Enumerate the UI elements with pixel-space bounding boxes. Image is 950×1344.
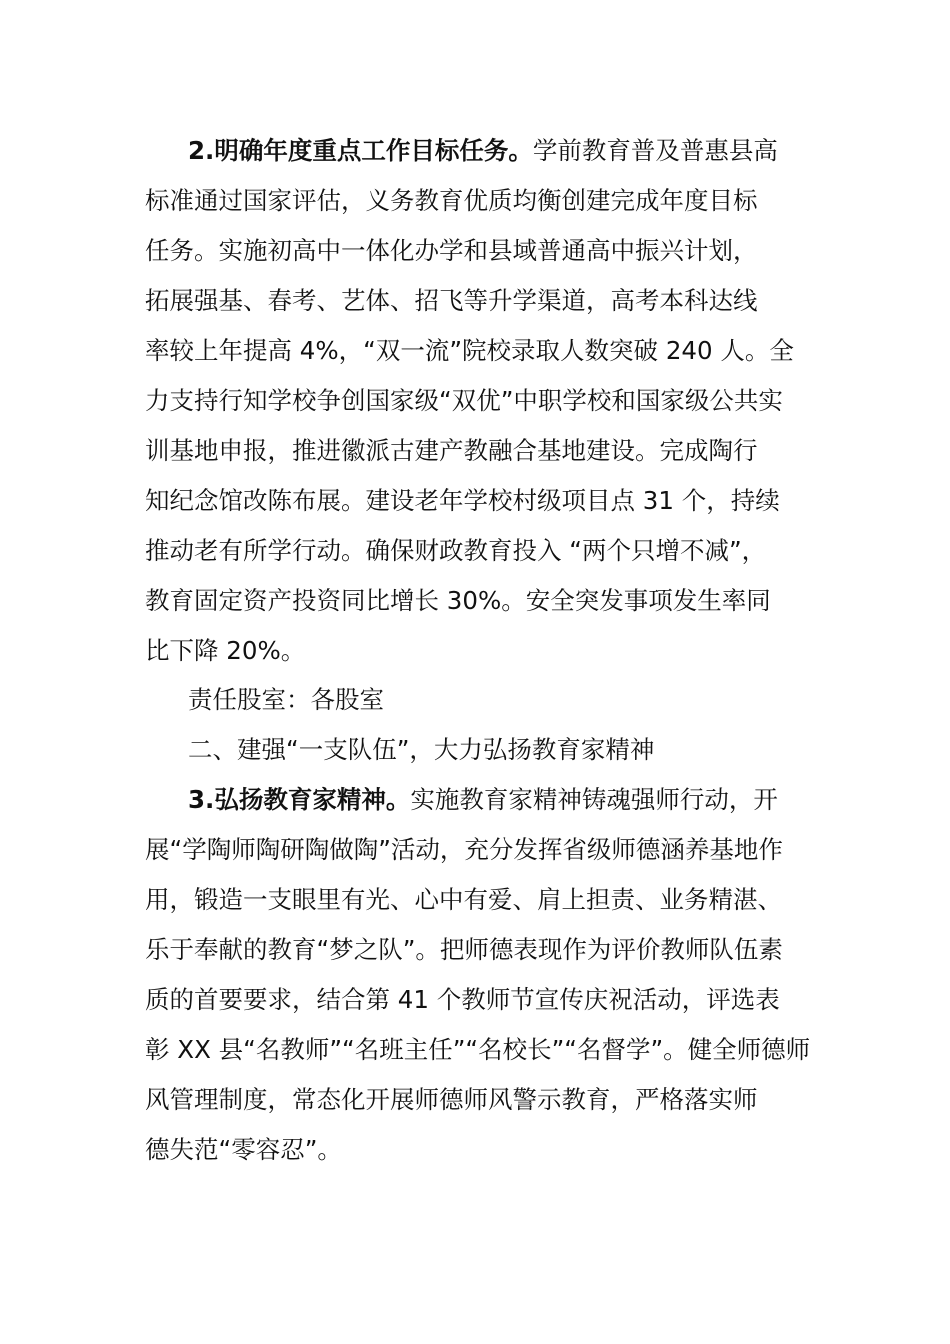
paragraph-2-line-2: 展“学陶师陶研陶做陶”活动，充分发挥省级师德涵养基地作 — [145, 835, 783, 864]
paragraph-2-line-1 — [188, 775, 810, 825]
paragraph-2-heading: 3.弘扬教育家精神。 — [188, 785, 411, 814]
paragraph-1-line-11: 比下降 20%。 — [145, 636, 306, 665]
responsibility-line: 责任股室：各股室 — [188, 685, 384, 714]
paragraph-1-line-4: 拓展强基、春考、艺体、招飞等升学渠道，高考本科达线 — [145, 286, 758, 315]
paragraph-1-line-7: 训基地申报，推进徽派古建产教融合基地建设。完成陶行 — [145, 436, 758, 465]
section-heading: 二、建强“一支队伍”，大力弘扬教育家精神 — [188, 735, 655, 764]
paragraph-1-line-9: 推动老有所学行动。确保财政教育投入 “两个只增不减”， — [145, 536, 767, 565]
paragraph-2-line-8: 德失范“零容忍”。 — [145, 1135, 342, 1164]
paragraph-2-line-3: 用，锻造一支眼里有光、心中有爱、肩上担责、业务精湛、 — [145, 885, 782, 914]
paragraph-1-line-1 — [188, 126, 810, 176]
paragraph-1-heading: 2.明确年度重点工作目标任务。 — [188, 136, 533, 165]
paragraph-1-line-5: 率较上年提高 4%，“双一流”院校录取人数突破 240 人。全 — [145, 336, 794, 365]
paragraph-2-line-7: 风管理制度，常态化开展师德师风警示教育，严格落实师 — [145, 1085, 758, 1114]
paragraph-1-line-10: 教育固定资产投资同比增长 30%。安全突发事项发生率同 — [145, 586, 771, 615]
paragraph-1-text: 学前教育普及普惠县高 — [532, 136, 778, 165]
paragraph-1-line-8: 知纪念馆改陈布展。建设老年学校村级项目点 31 个，持续 — [145, 486, 780, 515]
paragraph-1-line-3: 任务。实施初高中一体化办学和县域普通高中振兴计划， — [145, 236, 758, 265]
paragraph-2-line-5: 质的首要要求，结合第 41 个教师节宣传庆祝活动，评选表 — [145, 985, 780, 1014]
paragraph-2-line-6: 彰 XX 县“名教师”“名班主任”“名校长”“名督学”。健全师德师 — [145, 1035, 811, 1064]
paragraph-2-line-4: 乐于奉献的教育“梦之队”。把师德表现作为评价教师队伍素 — [145, 935, 783, 964]
paragraph-2-text: 实施教育家精神铸魂强师行动，开 — [410, 785, 778, 814]
paragraph-1-line-2: 标准通过国家评估，义务教育优质均衡创建完成年度目标 — [145, 186, 758, 215]
paragraph-1-line-6: 力支持行知学校争创国家级“双优”中职学校和国家级公共实 — [145, 386, 783, 415]
